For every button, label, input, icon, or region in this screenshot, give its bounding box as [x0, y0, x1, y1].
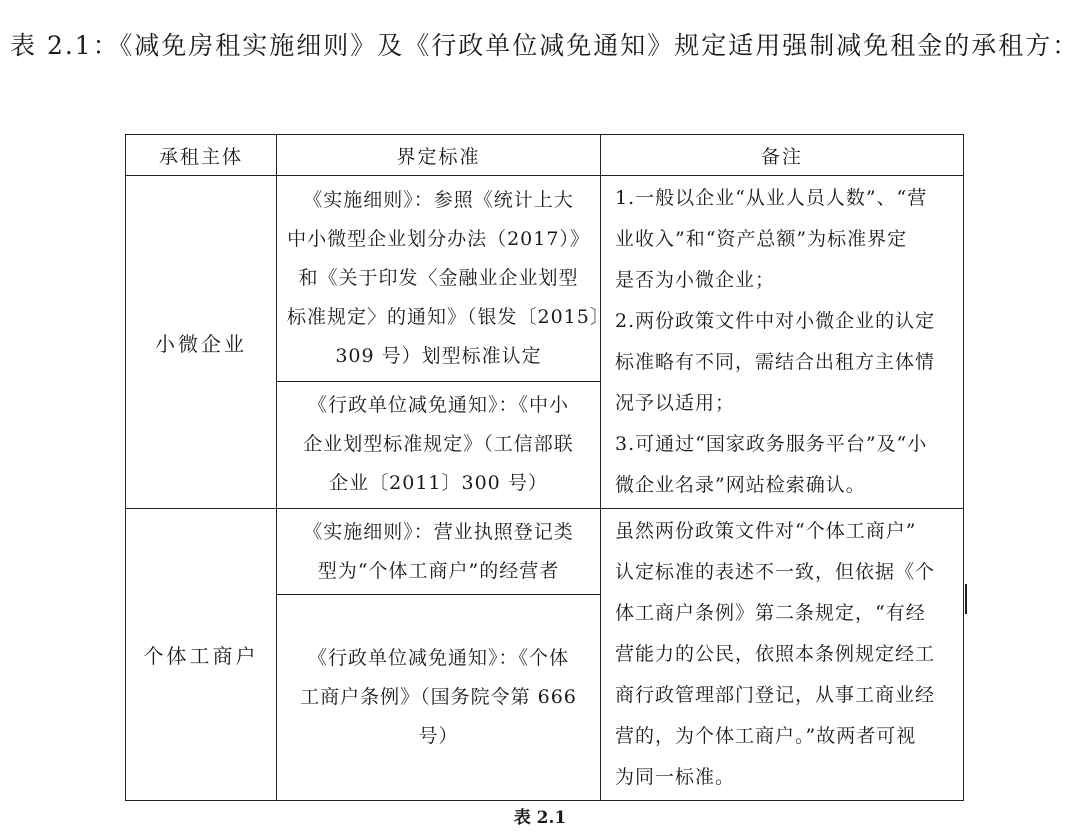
text-line: 标准规定〉的通知》（银发〔2015〕: [287, 305, 610, 328]
text-line: 虽然两份政策文件对“个体工商户”: [615, 520, 917, 542]
text-line: 工商户条例》（国务院令第 666: [300, 686, 577, 709]
text-line: 《实施细则》：参照《统计上大: [303, 188, 574, 211]
text-line: 营的，为个体工商户。”故两者可视: [615, 725, 917, 747]
text-line: 3.可通过“国家政务服务平台”及“小: [615, 433, 928, 455]
text-line: 《实施细则》：营业执照登记类: [303, 520, 574, 543]
criteria-small-micro-2: [277, 381, 601, 508]
text-line: 型为“个体工商户”的经营者: [317, 559, 560, 582]
criteria-small-micro-1: [277, 176, 610, 382]
subject-small-micro: 小微企业: [126, 176, 277, 509]
text-line: 标准略有不同，需结合出租方主体情: [615, 351, 936, 373]
tenant-table: [125, 134, 964, 801]
text-cursor-mark: [965, 584, 967, 614]
text-line: 体工商户条例》第二条规定，“有经: [615, 602, 926, 624]
note-small-micro: [601, 176, 964, 509]
table-header-row: [126, 135, 964, 176]
subject-individual: 个体工商户: [126, 509, 277, 801]
text-line: 中小微型企业划分办法（2017）》: [287, 227, 590, 250]
text-line: 商行政管理部门登记，从事工商业经: [615, 684, 936, 706]
text-line: 是否为小微企业；: [615, 269, 776, 291]
header-note: 备注: [601, 135, 964, 176]
text-line: 309 号）划型标准认定: [335, 344, 542, 367]
text-line: 业收入”和“资产总额”为标准界定: [615, 228, 908, 250]
text-line: 2.两份政策文件中对小微企业的认定: [615, 310, 936, 332]
table-caption: 表 2.1: [513, 808, 567, 828]
criteria-individual-1: [277, 509, 601, 595]
header-criteria: 界定标准: [277, 135, 601, 176]
text-line: 营能力的公民，依照本条例规定经工: [615, 643, 936, 665]
note-individual: [601, 509, 964, 801]
text-line: 企业〔2011〕300 号）: [329, 472, 548, 495]
text-line: 《行政单位减免通知》：《个体: [307, 647, 569, 670]
table-row: [126, 176, 964, 382]
text-line: 和《关于印发〈金融业企业划型: [298, 266, 579, 289]
text-line: 况予以适用；: [615, 392, 736, 414]
header-subject: 承租主体: [126, 135, 277, 176]
text-line: 1.一般以企业“从业人员人数”、“营: [615, 187, 928, 209]
text-line: 认定标准的表述不一致，但依据《个: [615, 561, 936, 583]
text-line: 企业划型标准规定》（工信部联: [303, 433, 574, 456]
text-line: 《行政单位减免通知》：《中小: [307, 394, 569, 417]
page-heading: 表 2.1：《减免房租实施细则》及《行政单位减免通知》规定适用强制减免租金的承租方：: [10, 31, 1080, 60]
text-line: 为同一标准。: [615, 766, 736, 788]
text-line: 号）: [418, 725, 459, 748]
table-row: [126, 509, 964, 595]
criteria-individual-2: [277, 595, 601, 801]
text-line: 微企业名录”网站检索确认。: [615, 474, 866, 496]
